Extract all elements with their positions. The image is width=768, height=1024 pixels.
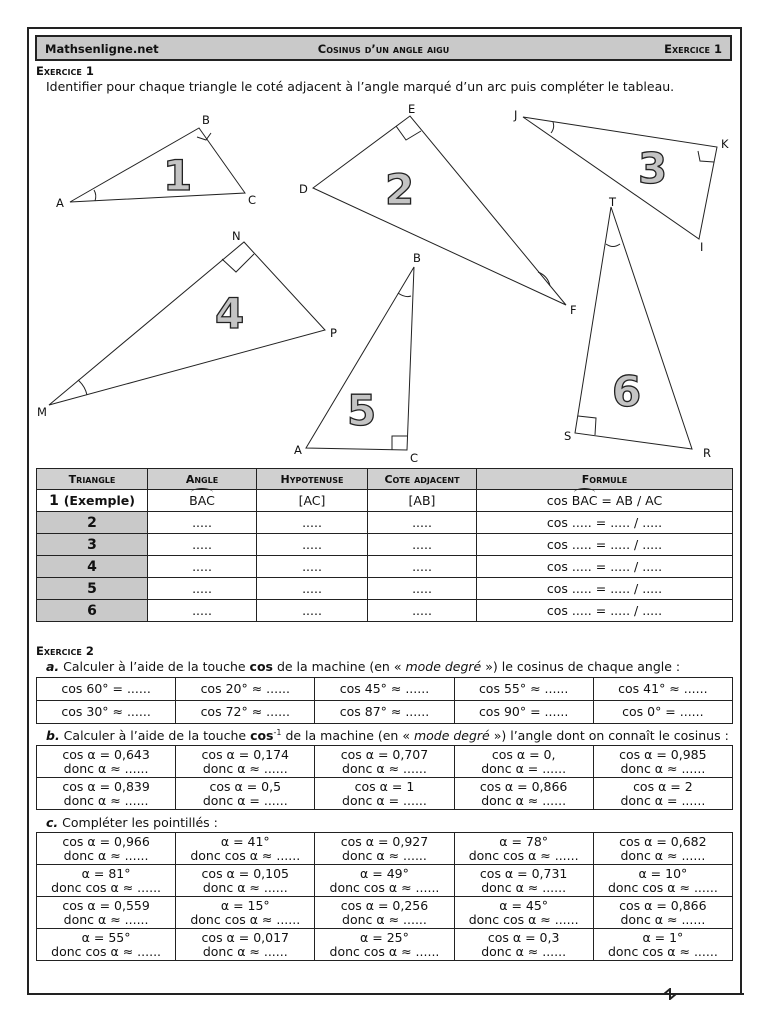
label-p4: P (330, 326, 337, 340)
cell-answer: donc α ≈ ...... (342, 847, 427, 863)
part-b-mode: mode degré (413, 728, 490, 744)
col-header-triangle: Triangle (37, 469, 148, 490)
cell-given: α = 78° (499, 833, 549, 849)
cell-answer: donc α ≈ ...... (63, 847, 149, 863)
exercise2-title: Exercice 2 (36, 644, 94, 658)
cell-answer: donc cos α ≈ ...... (607, 879, 718, 895)
cell-answer: donc α ≈ ...... (481, 792, 567, 808)
exercise-cell (37, 897, 176, 929)
exercise-cell (37, 929, 176, 961)
cell-given: cos α = 0,017 (201, 929, 289, 945)
cell-answer: donc cos α ≈ ...... (190, 847, 301, 863)
adj-blank: ..... (368, 534, 477, 556)
table-row (37, 678, 733, 701)
cell-answer: donc cos α ≈ ...... (607, 943, 718, 959)
cell-given: cos α = 0,927 (340, 833, 429, 849)
part-b-text3: ») l’angle dont on connaît le cosinus : (489, 728, 729, 744)
exercise-cell (454, 746, 593, 778)
example-note: (Exemple) (63, 492, 135, 508)
triangle-4 (49, 242, 325, 405)
formula-blank: cos ..... = ..... / ..... (477, 556, 733, 578)
label-k3: K (721, 137, 729, 151)
exercise-cell (315, 897, 454, 929)
exercise-cell (37, 746, 176, 778)
exercise-cell: cos 30° ≈ ...... (37, 701, 176, 724)
table-row (37, 929, 733, 961)
triangle-number: 6 (37, 600, 148, 622)
cell-given: α = 55° (81, 929, 131, 945)
exercise-cell: cos 45° ≈ ...... (315, 678, 454, 701)
cell-given: cos α = 0,3 (487, 929, 560, 945)
cell-given: α = 15° (220, 897, 270, 913)
example-triangle (37, 490, 148, 512)
cell-answer: donc cos α ≈ ...... (329, 943, 440, 959)
part-a-text2: de la machine (en « (272, 659, 406, 674)
cell-answer: donc cos α ≈ ...... (468, 911, 579, 927)
exercise-cell (454, 778, 593, 810)
exercise-cell (176, 929, 315, 961)
angle-blank: ..... (148, 556, 257, 578)
cell-given: cos α = 2 (633, 778, 693, 794)
cell-answer: donc cos α ≈ ...... (190, 911, 301, 927)
hyp-blank: ..... (257, 556, 368, 578)
exercise-cell: cos 87° ≈ ...... (315, 701, 454, 724)
exercise-cell (454, 929, 593, 961)
part-a-key: cos (249, 659, 273, 674)
cell-given: α = 1° (642, 929, 684, 945)
col-header-hypotenuse: Hypotenuse (257, 469, 368, 490)
angle-blank: ..... (148, 600, 257, 622)
cell-answer: donc α ≈ ...... (202, 760, 288, 776)
exercise-cell: cos 20° ≈ ...... (176, 678, 315, 701)
cell-given: α = 25° (360, 929, 409, 945)
part-b-letter: b. (46, 728, 60, 744)
label-j3: J (514, 108, 518, 122)
table-row (37, 556, 733, 578)
exercise-number: Exercice 1 (664, 42, 722, 56)
table-row (37, 778, 733, 810)
table-row (37, 833, 733, 865)
label-a1: A (56, 196, 64, 210)
part-a-text1: Calculer à l’aide de la touche (59, 659, 250, 674)
cell-answer: donc α ≈ ...... (63, 760, 149, 776)
table-row (37, 600, 733, 622)
part-a-letter: a. (46, 659, 60, 674)
hyp-blank: ..... (257, 512, 368, 534)
example-angle-cell (148, 490, 257, 512)
exercise-cell: cos 90° = ...... (454, 701, 593, 724)
cell-given: cos α = 0,866 (619, 897, 707, 913)
cell-answer: donc cos α ≈ ...... (51, 943, 162, 959)
cell-given: cos α = 0,731 (479, 865, 568, 881)
exercise-cell (315, 929, 454, 961)
cell-answer: donc α = ...... (202, 792, 288, 808)
angle-blank: ..... (148, 534, 257, 556)
number-2: 2 (385, 165, 415, 214)
cell-given: cos α = 0,707 (340, 746, 429, 762)
part-b-table (36, 745, 733, 810)
triangles-figure (0, 0, 768, 470)
part-b-key: cos (250, 728, 274, 744)
part-c-text1: Compléter les pointillés : (58, 815, 218, 830)
cell-given: α = 41° (220, 833, 270, 849)
part-a-mode: mode degré (405, 659, 482, 674)
part-b-instruction (46, 728, 729, 743)
angle-blank: ..... (148, 578, 257, 600)
example-hyp: [AC] (257, 490, 368, 512)
col-header-adjacent: Cote adjacent (368, 469, 477, 490)
triangle-1 (70, 128, 245, 202)
exercise-cell: cos 55° ≈ ...... (454, 678, 593, 701)
part-c-instruction (46, 815, 218, 830)
exercise-cell (454, 833, 593, 865)
label-s6: S (564, 429, 572, 443)
cell-given: cos α = 0,682 (619, 833, 707, 849)
exercise-cell (593, 929, 732, 961)
exercise-cell (454, 865, 593, 897)
label-e2: E (408, 102, 416, 116)
exercise-cell (37, 778, 176, 810)
cell-answer: donc α ≈ ...... (63, 911, 149, 927)
part-b-text1: Calculer à l’aide de la touche (59, 728, 251, 744)
exercise-cell (37, 865, 176, 897)
cell-answer: donc α ≈ ...... (620, 760, 706, 776)
col-header-formula: Formule (477, 469, 733, 490)
exercise-cell: cos 72° ≈ ...... (176, 701, 315, 724)
label-f2: F (570, 303, 577, 317)
cell-answer: donc α ≈ ...... (620, 911, 706, 927)
exercise1-instruction: Identifier pour chaque triangle le coté adjacent à l’angle marqué d’un arc puis compléter le tableau. (46, 79, 675, 94)
cell-answer: donc α = ...... (620, 792, 706, 808)
page-fold-mark (664, 988, 744, 1000)
label-i3: I (700, 240, 704, 254)
cell-given: α = 49° (360, 865, 409, 881)
example-formula (477, 490, 733, 512)
table-row (37, 512, 733, 534)
cell-answer: donc cos α ≈ ...... (329, 879, 440, 895)
formula-blank: cos ..... = ..... / ..... (477, 578, 733, 600)
part-c-table (36, 832, 733, 961)
cell-given: α = 45° (499, 897, 549, 913)
part-a-text3: ») le cosinus de chaque angle : (481, 659, 681, 674)
example-formula-angle: BAC (571, 493, 598, 508)
exercise-cell (593, 897, 732, 929)
cell-given: cos α = 0,174 (201, 746, 289, 762)
cell-given: cos α = 0,839 (62, 778, 150, 794)
cell-answer: donc α ≈ ...... (620, 847, 706, 863)
number-1: 1 (163, 151, 193, 200)
number-5: 5 (347, 386, 377, 435)
cell-answer: donc α ≈ ...... (342, 760, 427, 776)
number-6: 6 (612, 367, 642, 416)
exercise-cell: cos 0° = ...... (593, 701, 732, 724)
hyp-blank: ..... (257, 600, 368, 622)
hyp-blank: ..... (257, 578, 368, 600)
example-formula-rest: = AB / AC (601, 493, 663, 508)
triangle-number: 5 (37, 578, 148, 600)
table-header-row (37, 469, 733, 490)
triangle-number: 4 (37, 556, 148, 578)
example-adj: [AB] (368, 490, 477, 512)
table-row (37, 578, 733, 600)
example-triangle-number: 1 (49, 492, 59, 509)
table-row (37, 701, 733, 724)
cell-given: cos α = 0,559 (62, 897, 150, 913)
formula-blank: cos ..... = ..... / ..... (477, 534, 733, 556)
hyp-blank: ..... (257, 534, 368, 556)
cell-given: cos α = 1 (354, 778, 415, 794)
formula-blank: cos ..... = ..... / ..... (477, 512, 733, 534)
cell-answer: donc α ≈ ...... (202, 943, 288, 959)
formula-blank: cos ..... = ..... / ..... (477, 600, 733, 622)
number-3: 3 (638, 144, 668, 193)
label-t6: T (609, 195, 617, 209)
label-a5: A (294, 443, 302, 457)
part-a-instruction (46, 659, 680, 674)
cell-answer: donc α ≈ ...... (63, 792, 149, 808)
triangle-number: 3 (37, 534, 148, 556)
exercise-cell (593, 865, 732, 897)
exercise-cell (176, 865, 315, 897)
triangle-3 (523, 117, 717, 239)
cell-answer: donc cos α ≈ ...... (51, 879, 162, 895)
table-row-example (37, 490, 733, 512)
part-b-key-sup: -1 (273, 728, 282, 737)
exercise-cell (315, 833, 454, 865)
adj-blank: ..... (368, 556, 477, 578)
part-b-text2: de la machine (en « (281, 728, 414, 744)
cell-given: cos α = 0,5 (209, 778, 282, 794)
exercise-cell: cos 41° ≈ ...... (593, 678, 732, 701)
adj-blank: ..... (368, 600, 477, 622)
label-m4: M (37, 405, 47, 419)
label-n4: N (232, 229, 241, 243)
label-b5: B (413, 251, 421, 265)
exercise-cell (593, 833, 732, 865)
cell-given: cos α = 0,256 (340, 897, 429, 913)
label-r6: R (703, 446, 711, 460)
cell-given: α = 81° (81, 865, 131, 881)
page-title: Cosinus d’un angle aigu (317, 42, 450, 56)
part-c-letter: c. (46, 815, 59, 830)
table-row (37, 897, 733, 929)
angle-blank: ..... (148, 512, 257, 534)
cell-given: cos α = 0,105 (201, 865, 289, 881)
cell-answer: donc α ≈ ...... (481, 943, 567, 959)
exercise-cell (176, 746, 315, 778)
exercise-cell (454, 897, 593, 929)
cell-answer: donc α = ...... (481, 760, 567, 776)
cell-given: cos α = 0, (491, 746, 556, 762)
col-header-angle: Angle (148, 469, 257, 490)
exercise-cell (176, 833, 315, 865)
exercise-cell (593, 746, 732, 778)
cell-answer: donc cos α ≈ ...... (468, 847, 579, 863)
site-name: Mathsenligne.net (45, 42, 159, 56)
exercise-cell: cos 60° = ...... (37, 678, 176, 701)
cell-given: cos α = 0,643 (62, 746, 150, 762)
exercise-cell (315, 746, 454, 778)
cell-answer: donc α ≈ ...... (342, 911, 427, 927)
table-row (37, 865, 733, 897)
exercise-cell (176, 897, 315, 929)
exercise1-title: Exercice 1 (36, 64, 94, 78)
example-formula-prefix: cos (546, 493, 568, 508)
cell-answer: donc α = ...... (342, 792, 427, 808)
triangle-2 (313, 116, 566, 305)
triangle-number: 2 (37, 512, 148, 534)
cell-answer: donc α ≈ ...... (481, 879, 567, 895)
exercise-cell (176, 778, 315, 810)
adj-blank: ..... (368, 578, 477, 600)
triangle-table (36, 468, 733, 622)
label-b1: B (202, 113, 210, 127)
cell-given: cos α = 0,985 (619, 746, 707, 762)
label-c1: C (248, 193, 257, 207)
table-row (37, 534, 733, 556)
exercise-cell (315, 778, 454, 810)
example-angle: BAC (189, 493, 215, 508)
exercise-cell (593, 778, 732, 810)
exercise-cell (37, 833, 176, 865)
label-c5: C (410, 451, 419, 465)
exercise-cell (315, 865, 454, 897)
number-4: 4 (215, 289, 245, 338)
cell-given: α = 10° (638, 865, 688, 881)
table-row (37, 746, 733, 778)
cell-given: cos α = 0,866 (479, 778, 568, 794)
label-d2: D (299, 182, 308, 196)
adj-blank: ..... (368, 512, 477, 534)
cell-given: cos α = 0,966 (62, 833, 150, 849)
cell-answer: donc α ≈ ...... (202, 879, 288, 895)
part-a-table (36, 677, 733, 724)
